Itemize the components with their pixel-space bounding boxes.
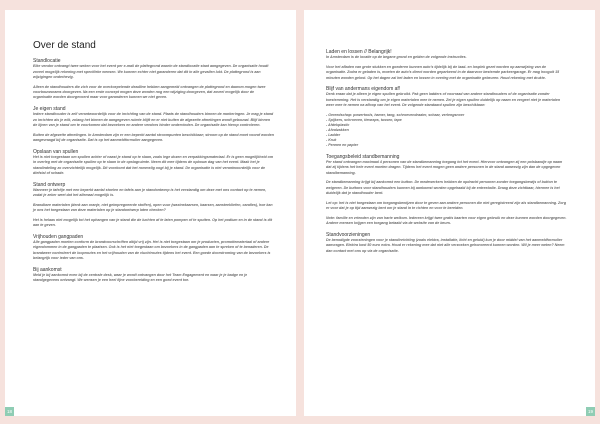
section (33, 267, 274, 284)
list-item: - Afvalzakken (326, 128, 349, 133)
section (326, 86, 567, 148)
section (33, 106, 274, 143)
section-paragraph: In Amsterdam is de locatie op de begane grond en gelden de volgende instructies. (326, 55, 467, 60)
section (326, 154, 567, 227)
section-paragraph: Wanneer je tafeltje met een beperkt aantal stoelen en tafels aan je standontwerp is het verstandig om deze met ons contact op te nemen, zodat je zeker weet dat het allemaal mogelijk is. (33, 187, 267, 198)
section-paragraph: Iedere standhouder is zelf verantwoordelijk voor de inrichting van de stand. Plaats de standhouders binnen de markeringen. Je mag je stand zo inrichten als je wilt, zolang het binnen de aangegeven ruimte blijft en er niet buiten de afgezette afmetingen wordt gebouwd. Blijf binnen de lijnen van je stand om te voorkomen dat bezoekers en andere vendors hinder ondervinden. De organisatie kan hierop controleren. (33, 112, 274, 128)
section (33, 149, 274, 177)
section-heading: Vrijhouden gangpaden (33, 233, 84, 240)
right-sections (326, 49, 567, 254)
list-item: - Afdekplastic (326, 123, 350, 127)
left-page (5, 10, 296, 416)
section (33, 234, 274, 262)
section-paragraph: Alleen de standhouders die zich voor de overkoepelende deadline hebben aangemeld ontvangen de plattegrond en daarom mogen twee voorbouwsnams doorgeven. Na een erste concept mogen deze worden nog een wijziging doorgeven, dat zoveel mogelijk door de organisatie worden doorgevoerd maar voor garanderen kunnen we niet geven. (33, 84, 266, 100)
section-heading: Toegangsbeleid standbemanning (326, 153, 400, 160)
section-heading: Standvoorzieningen (326, 231, 371, 238)
section-paragraph: Voor het afladen van grote stukken en goederen kunnen auto's tijdelijk bij de laad- en losplek gezet worden op aanwijzing van de organisatie. Zodra er geladen is, moeten de auto's direct worden geparkeerd in de daarvoor bestemde parkeergarage. Er mag hooguit 15 minuten worden gelost. Op het dagen zal het laden en lossen in overleg met de organisatie gebeuren. Houd rekening met drukte. (326, 64, 560, 80)
section-paragraph: Meld je bij aankomst even bij de centrale desk, waar je wordt ontvangen door het Team Engagement en waar je je badge en je standgegevens ontvangt. We wensen je een heel fijne voorbereiding en een goed event toe. (33, 273, 248, 283)
section-heading: Je eigen stand (33, 106, 66, 113)
left-column (33, 40, 274, 289)
section-paragraph: Brandbare materialen (denk aan oranje, niet geimpregneerde stoffen), open vuur (waxinekaarsen, kaarsen, aansteekliefen, candles), hoe kan je ons het toegestaan van deze materialen op je standontwerp laten checken? (33, 202, 273, 213)
section-heading: Standlocatie (33, 58, 61, 64)
section-heading: Laden en lossen // Belangrijk! (326, 49, 392, 55)
section-paragraph: Het is helaas niet mogelijk tot het ophangen van je stand die de luchten af te laten pompen of te spuiten. Op het podium en in de stand is dit aan te geven. (33, 217, 273, 228)
list-item: - Gereedschap: powertools, hamer, tang, schroevendraaier, schaar, verlengsnoer (326, 112, 465, 117)
section-paragraph: De standbemanning krijgt bij aankomst een button. De medewerkers hebben de opdracht personen zonder toegangsbewijs of button te weigeren. De buttons voor standhouders kunnen bij aankomst worden opgehaald bij de entreebalie. Draag deze zichtbaar, hiermee is het duidelijk dat je standhouder bent. (326, 180, 560, 196)
list-item: - Spijkers, schroeven, tiewraps, tussen, tape (326, 117, 402, 122)
section-heading: Opslaan van spullen (33, 148, 79, 155)
section-paragraph: Het is niet toegestaan om spullen achter of naast je stand op te slaan, zoals lege dozen en verpakkingsmateriaal. Er is geen mogelijkheid om in overleg met de organisatie spullen op te slaan in de opslagruimte. Neem dit mee tijdens de opbouw dag van het event. Maak het je standindeling zo overzichtelijk mogelijk. Dit voorkomt dat het rommelig oogt bij je stand. De organisatie is niet verantwoordelijk voor de diefstal of schade. (33, 154, 274, 176)
section-heading: Blijf van andermans eigendom af! (326, 86, 401, 93)
page-title: Over de stand (33, 40, 96, 51)
section-paragraph: Let op: het is niet toegestaan om toegangsbewijzen door te geven aan andere personen die niet geregistreerd zijn als standbemanning. Zorg er voor dat je op tijd aanwezig bent om je stand in te richten en voor te bereiden. (326, 200, 567, 211)
equipment-list (326, 113, 567, 149)
right-column (326, 49, 567, 259)
section (33, 58, 274, 101)
list-item: - Pennen en papier (326, 143, 359, 148)
section-paragraph: Per stand ontvangen maximaal 4 personen van de standbemanning toegang tot het event. Hiervoor ontvangen zij een polsbandje op naam dat zij tijdens het hele event moeten dragen. Tijdens het event mogen geen andere personen in de stand aanwezig zijn dan de opgegeven standbemanning. (326, 159, 563, 175)
section-paragraph: Denk eraan dat je alleen je eigen spullen gebruikt. Pak geen ladders of voorraad van andere standhouders of de organisatie zonder toestemming. Het is verstandig om je eigen materialen mee te nemen. Zet je eigen spullen duidelijk op naam en vergeet niet je materialen weer mee te nemen na afloop van het event. De volgende standaard spullen zijn beschikbaar: (326, 92, 561, 108)
section-paragraph: Note: familie en vrienden zijn van harte welkom. Iedereen krijgt twee gratis kaarten voor eigen gebruik en deze kunnen worden doorgegeven. Andere mensen krijgen een toegang betaald via de website van de beurs. (326, 215, 567, 226)
right-page (304, 10, 595, 416)
section-heading: Stand ontwerp (33, 181, 66, 188)
section-heading: Bij aankomst (33, 266, 62, 273)
section-paragraph: Alle gangpaden moeten conform de brandvoorschriften altijd vrij zijn. Het is niet toegestaan om je producten, promotiemateriaal of andere eigendommen in de gangpaden te plaatsen. Ook is het niet toegestaan om bezoekers in de gangpaden aan te spreken of te benaderen. De brandweer controleert de looproutes en het vrijhouden van de vluchtroutes tijdens het event. Een goede doorstroming van de bezoekers is belangrijk voor ieder van ons. (33, 240, 271, 261)
section (326, 49, 567, 81)
page-number-right: 19 (587, 409, 593, 414)
section (326, 232, 567, 254)
list-item: - Kruk (326, 138, 337, 143)
section-paragraph: Elke vendor ontvangt twee weken voor het event per e-mail de plattegrond waarin de standlocatie staat aangegeven. De organisatie houdt zoveel mogelijk rekening met specifieke wensen. We kunnen echter niet garanderen dat dit in alle gevallen lukt. De plattegrond is aan wijzigingen onderhevig. (33, 64, 269, 80)
section (33, 182, 274, 229)
left-sections (33, 58, 274, 284)
section-paragraph: Buiten de afgezette afmetingen. In Amsterdam zijn er een beperkt aantal stroompunten beschikbaar; stroom op de stand moet vooraf worden aangevraagd bij de organisatie. Dat is op het aanmeldformulier aangegeven. (33, 132, 274, 143)
section-paragraph: De benodigde voorzieningen voor je standinrichting (zoals elektra, installatie, licht en geluid) kun je door middel van het aanmeldformulier aanvragen. Elektra kost 50 euro extra. Houd er rekening mee dat niet alle verzoeken gehonoreerd kunnen worden. Wil je meer weten? Neem dan contact met ons op via de organisatie. (326, 237, 565, 253)
list-item: - Ladder (326, 133, 341, 138)
page-number-left: 18 (6, 409, 12, 414)
